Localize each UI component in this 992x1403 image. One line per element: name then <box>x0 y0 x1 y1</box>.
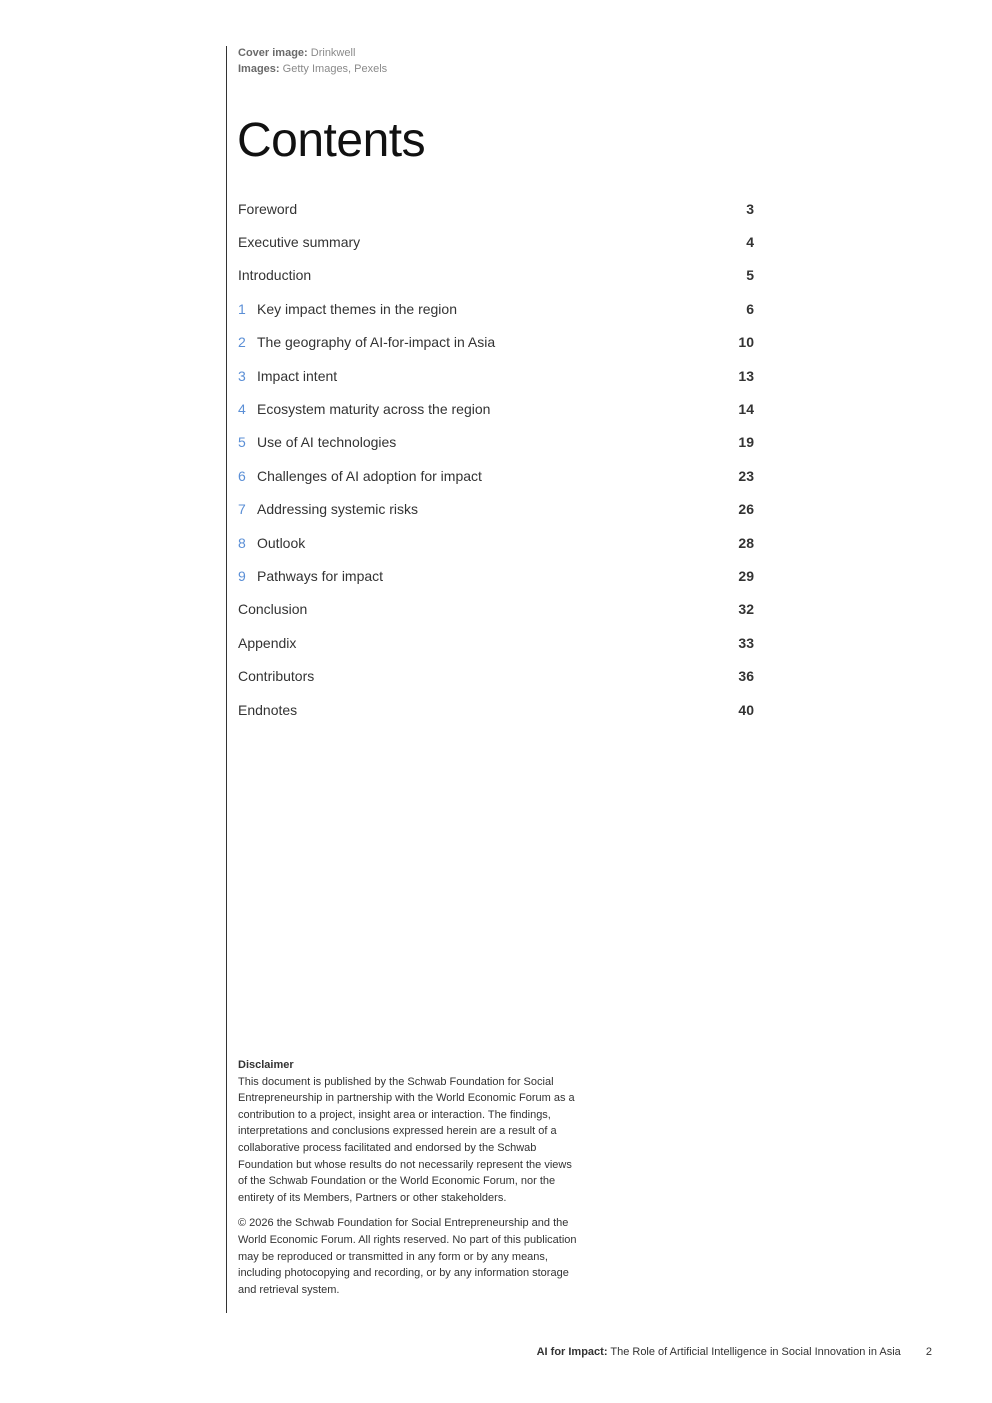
toc-entry[interactable] <box>238 493 754 526</box>
page-footer <box>537 1346 932 1358</box>
toc-entry-page: 6 <box>746 300 754 317</box>
toc-entry[interactable] <box>238 459 754 492</box>
toc-entry[interactable] <box>238 392 754 425</box>
toc-entry-number: 1 <box>238 300 246 317</box>
toc-entry-page: 14 <box>738 401 754 418</box>
toc-entry[interactable] <box>238 526 754 559</box>
toc-entry-page: 10 <box>738 334 754 351</box>
toc-entry[interactable] <box>238 259 754 292</box>
toc-entry-page: 4 <box>746 234 754 251</box>
toc-entry[interactable] <box>238 359 754 392</box>
toc-entry[interactable] <box>238 225 754 258</box>
toc-entry[interactable] <box>238 659 754 692</box>
toc-entry-number: 9 <box>238 567 246 584</box>
images-credit-key: Images: <box>238 63 280 75</box>
toc-entry-label: Executive summary <box>238 234 361 251</box>
toc-entry-number: 5 <box>238 434 246 451</box>
table-of-contents <box>238 192 754 726</box>
toc-entry-label: Contributors <box>238 668 315 685</box>
page-title: Contents <box>237 114 426 167</box>
toc-entry-page: 3 <box>746 200 754 217</box>
toc-entry-number: 7 <box>238 501 246 518</box>
images-credit-value: Getty Images, Pexels <box>282 63 388 75</box>
toc-entry[interactable] <box>238 192 754 225</box>
toc-entry-page: 28 <box>738 534 754 551</box>
toc-entry-page: 36 <box>738 668 754 685</box>
toc-entry[interactable] <box>238 559 754 592</box>
toc-entry-page: 32 <box>738 601 754 618</box>
toc-entry-label: Use of AI technologies <box>257 434 397 451</box>
toc-entry-label: Pathways for impact <box>257 567 384 584</box>
toc-entry-label: Impact intent <box>257 367 338 384</box>
cover-credit-key: Cover image: <box>238 47 308 59</box>
cover-credit <box>238 45 387 61</box>
toc-entry-page: 5 <box>746 267 754 284</box>
toc-entry-label: Challenges of AI adoption for impact <box>257 467 482 484</box>
footer-report-subtitle: The Role of Artificial Intelligence in Social Innovation in Asia <box>610 1346 901 1358</box>
toc-entry-label: Ecosystem maturity across the region <box>257 401 491 418</box>
toc-entry-number: 3 <box>238 367 246 384</box>
toc-entry-label: Introduction <box>238 267 312 284</box>
image-credits <box>238 45 387 77</box>
toc-entry-label: Foreword <box>238 200 298 217</box>
toc-entry-label: Key impact themes in the region <box>257 300 457 317</box>
toc-entry-number: 2 <box>238 334 246 351</box>
disclaimer-body: This document is published by the Schwab Foundation for Social Entrepreneurship in partnership with the World Economic Forum as a contribution to a project, insight area or interaction. The findings, interpretations and conclusions expressed herein are a result of a collaborative process facilitated and endorsed by the Schwab Foundation but whose results do not necessarily represent the views of the Schwab Foundation or the World Economic Forum, nor the entirety of its Members, Partners or other stakeholders. <box>238 1075 575 1204</box>
toc-entry[interactable] <box>238 292 754 325</box>
toc-entry-page: 13 <box>738 367 754 384</box>
toc-entry-label: Appendix <box>238 634 297 651</box>
copyright-notice: © 2026 the Schwab Foundation for Social Entrepreneurship and the World Economic Forum. All rights reserved. No part of this publication may be reproduced or transmitted in any form or by any means, including photocopying and recording, or by any information storage and retrieval system. <box>238 1217 577 1296</box>
toc-entry[interactable] <box>238 326 754 359</box>
toc-entry-page: 26 <box>738 501 754 518</box>
toc-entry-label: Endnotes <box>238 701 298 718</box>
toc-entry-number: 6 <box>238 467 246 484</box>
footer-page-number: 2 <box>925 1346 932 1358</box>
toc-entry-label: Conclusion <box>238 601 308 618</box>
toc-entry-page: 19 <box>738 434 754 451</box>
toc-entry-label: Outlook <box>257 534 306 551</box>
toc-entry-page: 23 <box>738 467 754 484</box>
disclaimer <box>238 1057 578 1298</box>
toc-entry-label: Addressing systemic risks <box>257 501 419 518</box>
toc-entry-page: 33 <box>738 634 754 651</box>
cover-credit-value: Drinkwell <box>310 47 356 59</box>
toc-entry-page: 40 <box>738 701 754 718</box>
toc-entry[interactable] <box>238 426 754 459</box>
toc-entry[interactable] <box>238 626 754 659</box>
toc-entry[interactable] <box>238 593 754 626</box>
toc-entry[interactable] <box>238 693 754 726</box>
footer-report-brand: AI for Impact: <box>536 1346 608 1358</box>
margin-rule <box>226 46 227 1313</box>
toc-entry-page: 29 <box>738 567 754 584</box>
toc-entry-number: 4 <box>238 401 246 418</box>
toc-entry-label: The geography of AI-for-impact in Asia <box>257 334 496 351</box>
toc-entry-number: 8 <box>238 534 246 551</box>
disclaimer-heading: Disclaimer <box>238 1059 294 1071</box>
images-credit <box>238 61 387 77</box>
